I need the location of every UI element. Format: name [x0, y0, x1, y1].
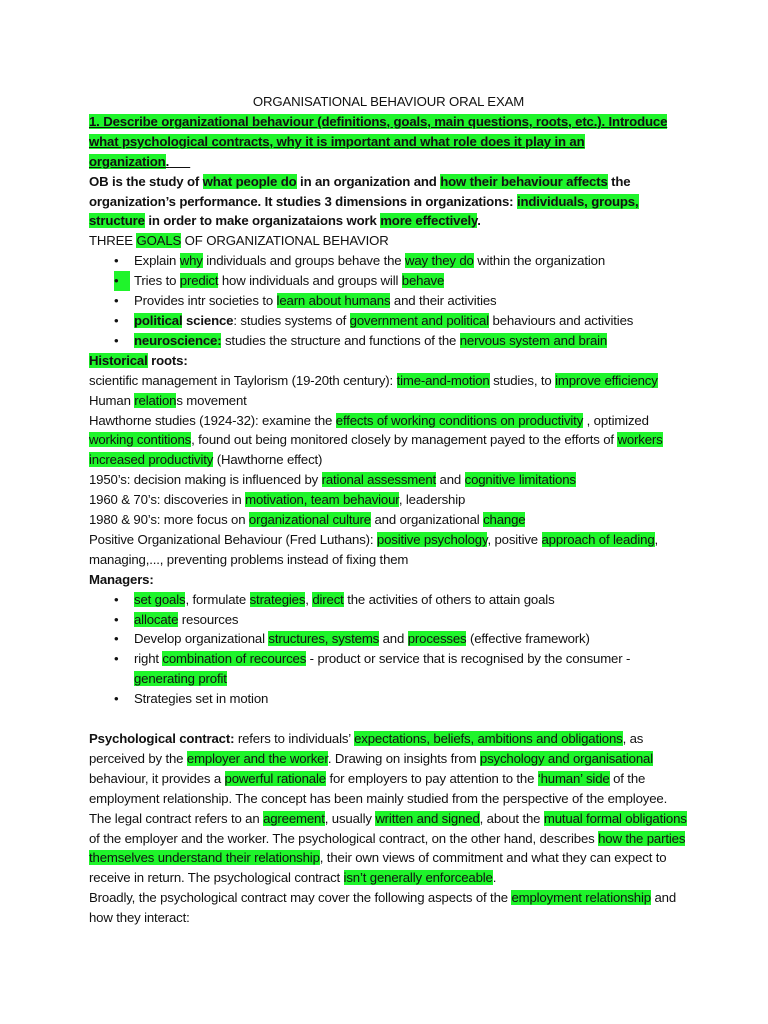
bullet-icon: •: [114, 631, 119, 647]
item-text: right: [134, 651, 163, 667]
highlight: positive psychology: [376, 531, 488, 547]
heading-text: roots:: [147, 352, 188, 368]
list-item: [114, 610, 688, 630]
roots-text: , found out being monitored closely by management payed to the efforts of: [191, 432, 618, 448]
highlight: change: [483, 512, 526, 528]
highlight: Historical: [89, 352, 148, 368]
blank-line: [89, 709, 688, 729]
paragraph-text: behaviour, it provides a: [89, 770, 225, 786]
highlight: ‘human’ side: [537, 770, 610, 786]
question-text: 1. Describe organizational behaviour (definitions, goals, main questions, roots, etc.). Introduce what psychological contracts, why it is important and what role does it play in an organization: [89, 113, 668, 169]
item-text: the activities of others to attain goals: [343, 591, 555, 607]
highlight: political: [134, 312, 183, 328]
highlight: written and signed: [375, 810, 480, 826]
highlight: isn’t generally enforceable: [343, 870, 493, 886]
bullet-icon: •: [114, 293, 119, 309]
roots-text: Human: [89, 392, 135, 408]
bullet-icon: •: [114, 253, 119, 269]
list-item: [114, 629, 688, 649]
paragraph-text: of the employment relationship. The concept has been mainly studied from the perspective of the employee. The legal contract refers to an: [89, 770, 668, 826]
list-item: [114, 291, 688, 311]
roots-text: studies, to: [489, 372, 556, 388]
highlight: how their behaviour affects: [440, 173, 608, 189]
roots-line: [89, 470, 688, 490]
item-text: individuals and groups behave the: [202, 253, 405, 269]
heading-text: THREE: [89, 233, 137, 249]
highlight: processes: [407, 631, 467, 647]
item-text: studies the structure and functions of the: [221, 332, 460, 348]
roots-text: 1950’s: decision making is influenced by: [89, 472, 322, 488]
highlight: learn about humans: [276, 293, 391, 309]
highlight: motivation, team behaviour: [245, 492, 399, 508]
highlight: more effectively: [380, 213, 478, 229]
roots-text: (Hawthorne effect): [213, 452, 323, 468]
intro-text: in order to make organizataions work: [144, 213, 381, 229]
intro-paragraph: [89, 172, 688, 232]
paragraph-text: Broadly, the psychological contract may cover the following aspects of the: [89, 890, 512, 906]
roots-text: 1980 & 90’s: more focus on: [89, 512, 249, 528]
roots-text: Hawthorne studies (1924-32): examine the: [89, 412, 336, 428]
roots-text: and organizational: [370, 512, 484, 528]
psychological-contract-paragraph: [89, 729, 688, 888]
item-text: Develop organizational: [134, 631, 269, 647]
item-text: , formulate: [185, 591, 250, 607]
highlight: how the parties themselves understand their relationship: [89, 830, 686, 866]
roots-line: [89, 530, 688, 570]
bullet-icon: •: [114, 691, 119, 707]
item-text: science: [182, 312, 234, 328]
highlight: improve efficiency: [555, 372, 658, 388]
highlight: expectations, beliefs, ambitions and obligations: [354, 730, 623, 746]
intro-text: the organization’s performance. It studies 3 dimensions in organizations:: [89, 173, 631, 209]
paragraph-text: , usually: [324, 810, 376, 826]
paragraph-text: refers to individuals’: [234, 730, 355, 746]
roots-text: , optimized: [583, 412, 649, 428]
list-item: [114, 689, 688, 709]
highlight: strategies: [249, 591, 306, 607]
item-text: Tries to: [134, 273, 180, 289]
highlight: direct: [312, 591, 344, 607]
highlight: employer and the worker: [186, 750, 328, 766]
bullet-icon: •: [114, 271, 130, 291]
roots-text: Positive Organizational Behaviour (Fred Luthans):: [89, 531, 377, 547]
highlight: combination of recources: [162, 651, 307, 667]
item-text: Provides intr societies to: [134, 293, 277, 309]
intro-text: OB is the study of: [89, 173, 203, 189]
highlight: employment relationship: [511, 890, 651, 906]
bullet-icon: •: [114, 651, 119, 667]
item-text: behaviours and activities: [489, 312, 634, 328]
highlight: approach of leading: [541, 531, 655, 547]
bullet-icon: •: [114, 332, 119, 348]
managers-heading: Managers:: [89, 571, 154, 587]
highlight: allocate: [134, 611, 179, 627]
highlight: powerful rationale: [224, 770, 326, 786]
highlight: psychology and organisational: [479, 750, 653, 766]
item-text: : studies systems of: [233, 312, 350, 328]
highlight: effects of working conditions on productivity: [335, 412, 584, 428]
item-text: resources: [178, 611, 239, 627]
item-text: and their activities: [390, 293, 497, 309]
highlight: cognitive limitations: [464, 472, 576, 488]
highlight: GOALS: [136, 233, 182, 249]
highlight: structures, systems: [268, 631, 380, 647]
paragraph-label: Psychological contract:: [89, 730, 235, 746]
item-text: ,: [305, 591, 313, 607]
highlight: relation: [134, 392, 177, 408]
highlight: government and political: [349, 312, 490, 328]
highlight: workers increased productivity: [89, 432, 663, 468]
highlight: agreement: [263, 810, 325, 826]
paragraph-text: . Drawing on insights from: [327, 750, 480, 766]
goals-list: [89, 251, 688, 351]
list-item: [114, 311, 688, 331]
highlight: set goals: [134, 591, 186, 607]
highlight: why: [179, 253, 203, 269]
managers-list: [89, 590, 688, 709]
item-text: Explain: [134, 253, 180, 269]
highlight: rational assessment: [321, 472, 437, 488]
paragraph-text: , as perceived by the: [89, 730, 644, 766]
paragraph-text: , about the: [479, 810, 544, 826]
highlight: nervous system and brain: [459, 332, 608, 348]
bullet-icon: •: [114, 312, 119, 328]
highlight: predict: [179, 273, 219, 289]
roots-text: 1960 & 70’s: discoveries in: [89, 492, 246, 508]
list-item: [114, 590, 688, 610]
roots-text: scientific management in Taylorism (19-20th century):: [89, 372, 397, 388]
highlight: behave: [401, 273, 445, 289]
list-item: [114, 251, 688, 271]
highlight: time-and-motion: [396, 372, 490, 388]
highlight: what people do: [202, 173, 297, 189]
item-text: how individuals and groups will: [218, 273, 402, 289]
roots-line: [89, 371, 688, 391]
question-trail: [169, 154, 190, 169]
roots-line: [89, 391, 688, 411]
roots-text: s movement: [176, 392, 247, 408]
document-title: ORGANISATIONAL BEHAVIOUR ORAL EXAM: [252, 94, 525, 109]
heading-text: OF ORGANIZATIONAL BEHAVIOR: [181, 233, 389, 249]
bullet-icon: •: [114, 591, 119, 607]
roots-text: , positive: [487, 531, 542, 547]
list-item: [114, 331, 688, 351]
question-period: .: [165, 153, 170, 169]
highlight: working contitions: [89, 432, 192, 448]
highlight: generating profit: [134, 671, 227, 687]
paragraph-text: , their own views of commitment and what they can expect to receive in return. The psychological contract: [89, 850, 667, 886]
broadly-paragraph: [89, 888, 688, 928]
highlight: individuals, groups, structure: [89, 193, 639, 229]
highlight: mutual formal obligations: [543, 810, 687, 826]
highlight: way they do: [404, 253, 474, 269]
roots-line: [89, 411, 688, 471]
item-text: (effective framework): [466, 631, 590, 647]
paragraph-text: for employers to pay attention to the: [325, 770, 538, 786]
roots-line: [89, 510, 688, 530]
item-text: - product or service that is recognised by the consumer -: [306, 651, 631, 667]
list-item: [114, 271, 688, 291]
roots-text: , leadership: [398, 492, 466, 508]
three-goals-heading: [89, 231, 688, 251]
highlight: organizational culture: [248, 512, 371, 528]
paragraph-text: .: [492, 870, 497, 886]
intro-text: .: [477, 213, 481, 229]
item-text: within the organization: [473, 253, 606, 269]
intro-text: in an organization and: [296, 173, 441, 189]
list-item: [114, 649, 688, 689]
paragraph-text: and how they interact:: [89, 890, 677, 926]
highlight: neuroscience:: [134, 332, 222, 348]
paragraph-text: of the employer and the worker. The psychological contract, on the other hand, describes: [89, 830, 599, 846]
question-heading: [89, 112, 688, 172]
item-text: Strategies set in motion: [134, 691, 269, 707]
roots-text: and: [436, 472, 465, 488]
historical-roots-heading: [89, 351, 688, 371]
item-text: and: [379, 631, 408, 647]
roots-line: [89, 490, 688, 510]
bullet-icon: •: [114, 611, 119, 627]
roots-text: , managing,..., preventing problems instead of fixing them: [89, 531, 659, 567]
